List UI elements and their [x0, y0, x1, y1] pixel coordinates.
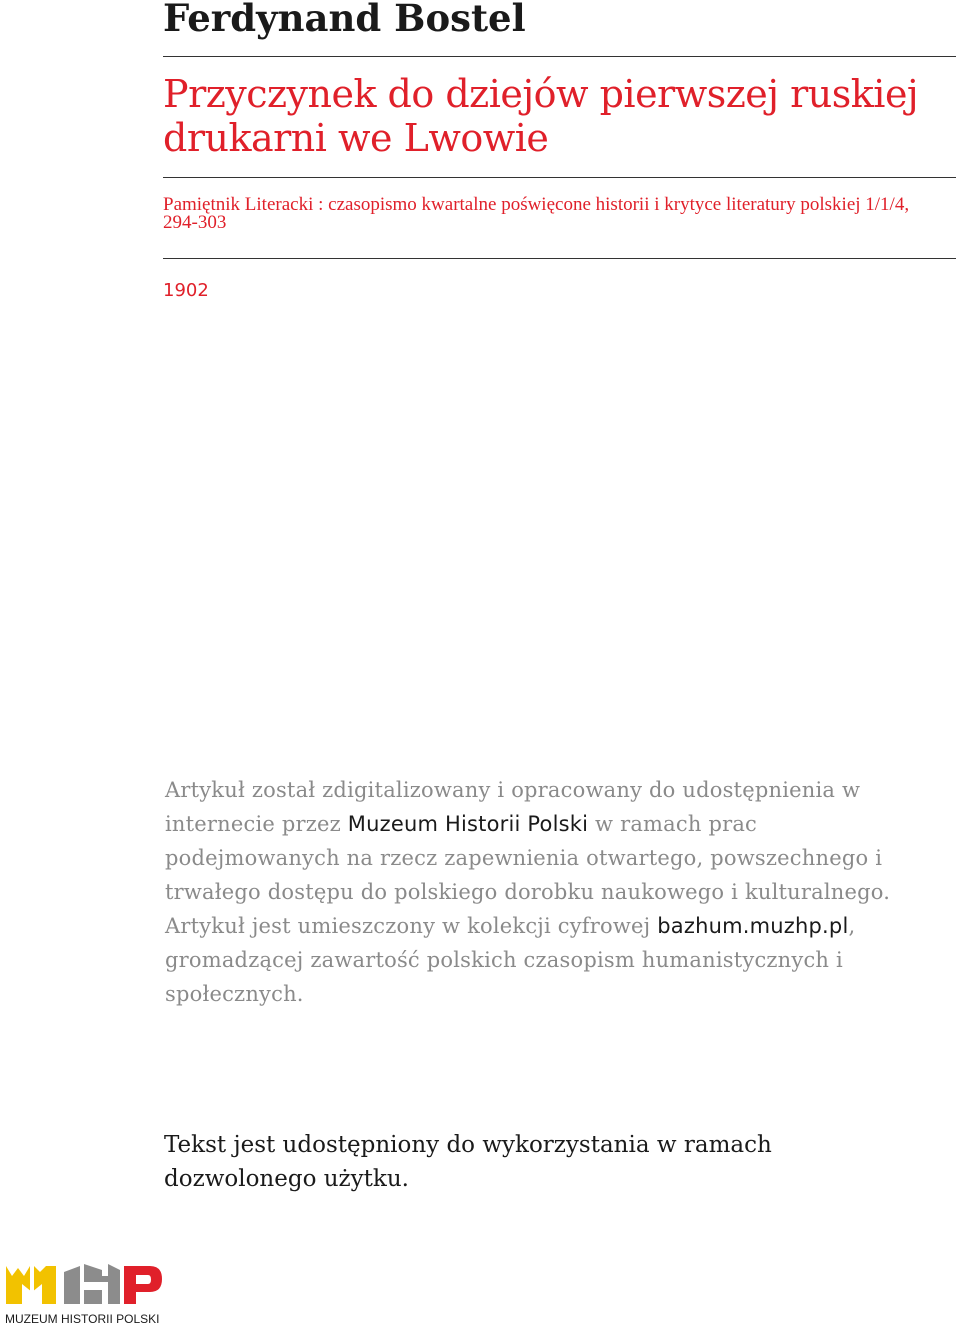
digitization-note	[165, 773, 935, 1011]
author-name: Ferdynand Bostel	[163, 0, 526, 40]
divider	[163, 258, 956, 259]
logo-caption: MUZEUM HISTORII POLSKI	[5, 1312, 160, 1326]
note-text: w ramach prac podejmowanych na rzecz zapewnienia otwartego, powszechnego i trwałego dostępu do polskiego dorobku naukowego i kulturalnego. Artykuł jest umieszczony w kolekcji cyfrowej	[165, 812, 891, 938]
muzeum-historii-polski-logo-icon	[4, 1262, 164, 1312]
publication-year: 1902	[163, 280, 209, 301]
collection-site-link[interactable]: bazhum.muzhp.pl	[657, 914, 849, 938]
museum-name: Muzeum Historii Polski	[347, 812, 589, 836]
article-title: Przyczynek do dziejów pierwszej ruskiej drukarni we Lwowie	[163, 72, 919, 160]
divider	[163, 177, 956, 178]
divider	[163, 56, 956, 57]
note-text: Artykuł został zdigitalizowany i opracowany do udostępnienia w internecie przez	[165, 778, 861, 836]
note-text: , gromadzącej zawartość polskich czasopism humanistycznych i społecznych.	[165, 914, 856, 1006]
license-notice: Tekst jest udostępniony do wykorzystania w ramach dozwolonego użytku.	[164, 1132, 772, 1192]
museum-logo	[4, 1262, 164, 1328]
source-citation: Pamiętnik Literacki : czasopismo kwartalne poświęcone historii i krytyce literatury polskiej 1/1/4, 294-303	[163, 194, 910, 233]
